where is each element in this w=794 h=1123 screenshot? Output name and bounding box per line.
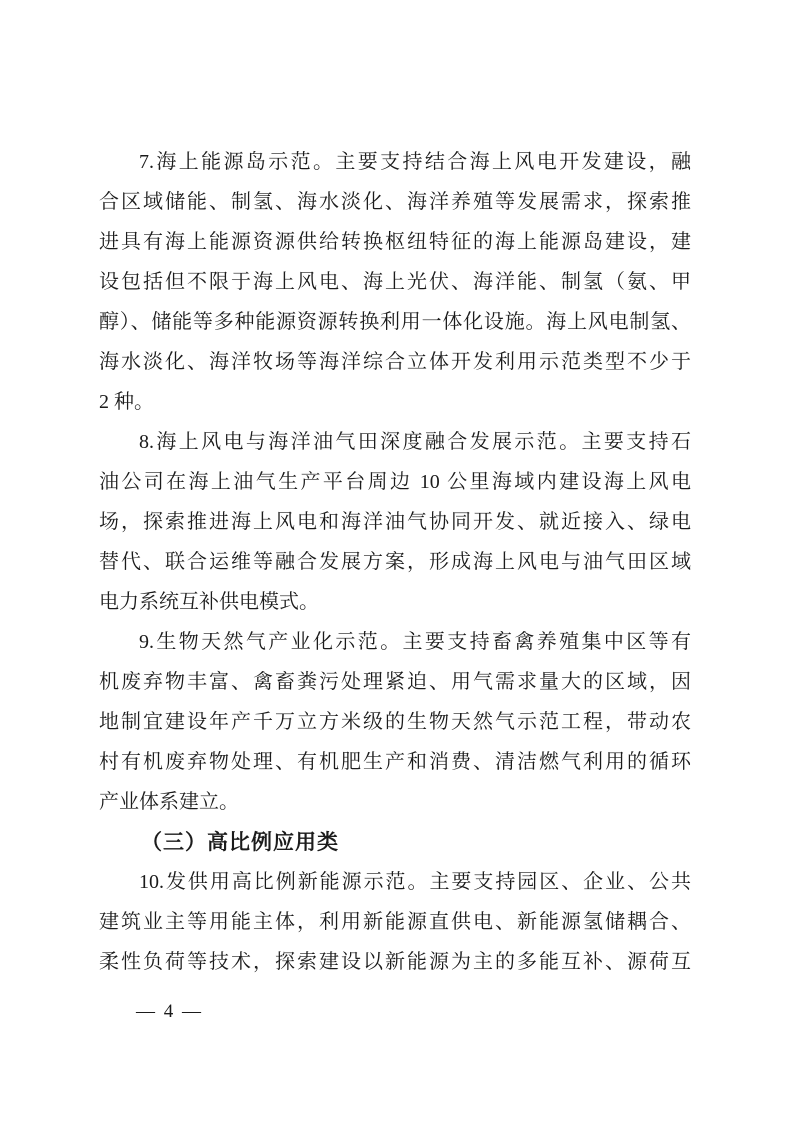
text-line: 10.发供用高比例新能源示范。主要支持园区、企业、公共 (139, 871, 691, 893)
text-line: 柔性负荷等技术，探索建设以新能源为主的多能互补、源荷互 (99, 951, 691, 973)
text-line: 9.生物天然气产业化示范。主要支持畜禽养殖集中区等有 (139, 631, 691, 653)
text-line: 电力系统互补供电模式。 (99, 591, 319, 613)
text-line: 产业体系建立。 (99, 791, 239, 813)
page-number: — 4 — (136, 1001, 203, 1022)
text-line: 7.海上能源岛示范。主要支持结合海上风电开发建设，融 (139, 151, 691, 173)
text-line: 设包括但不限于海上风电、海上光伏、海洋能、制氢（氨、甲 (99, 271, 691, 293)
text-line: 进具有海上能源资源供给转换枢纽特征的海上能源岛建设，建 (99, 231, 691, 253)
text-line: 8.海上风电与海洋油气田深度融合发展示范。主要支持石 (139, 431, 691, 453)
text-line: 醇）、储能等多种能源资源转换利用一体化设施。海上风电制氢、 (99, 311, 691, 333)
text-line: 村有机废弃物处理、有机肥生产和消费、清洁燃气利用的循环 (99, 751, 691, 773)
text-line: 2 种。 (99, 391, 154, 413)
text-line: 地制宜建设年产千万立方米级的生物天然气示范工程，带动农 (99, 711, 691, 733)
text-line: 油公司在海上油气生产平台周边 10 公里海域内建设海上风电 (99, 471, 691, 493)
text-line: 建筑业主等用能主体，利用新能源直供电、新能源氢储耦合、 (99, 911, 691, 933)
text-line: 海水淡化、海洋牧场等海洋综合立体开发利用示范类型不少于 (99, 351, 691, 373)
text-line: 合区域储能、制氢、海水淡化、海洋养殖等发展需求，探索推 (99, 191, 691, 213)
text-line: 场，探索推进海上风电和海洋油气协同开发、就近接入、绿电 (99, 511, 691, 533)
section-heading: （三）高比例应用类 (141, 830, 339, 854)
document-body (99, 142, 691, 982)
text-line: 替代、联合运维等融合发展方案，形成海上风电与油气田区域 (99, 551, 691, 573)
text-line: 机废弃物丰富、禽畜粪污处理紧迫、用气需求量大的区域，因 (99, 671, 691, 693)
